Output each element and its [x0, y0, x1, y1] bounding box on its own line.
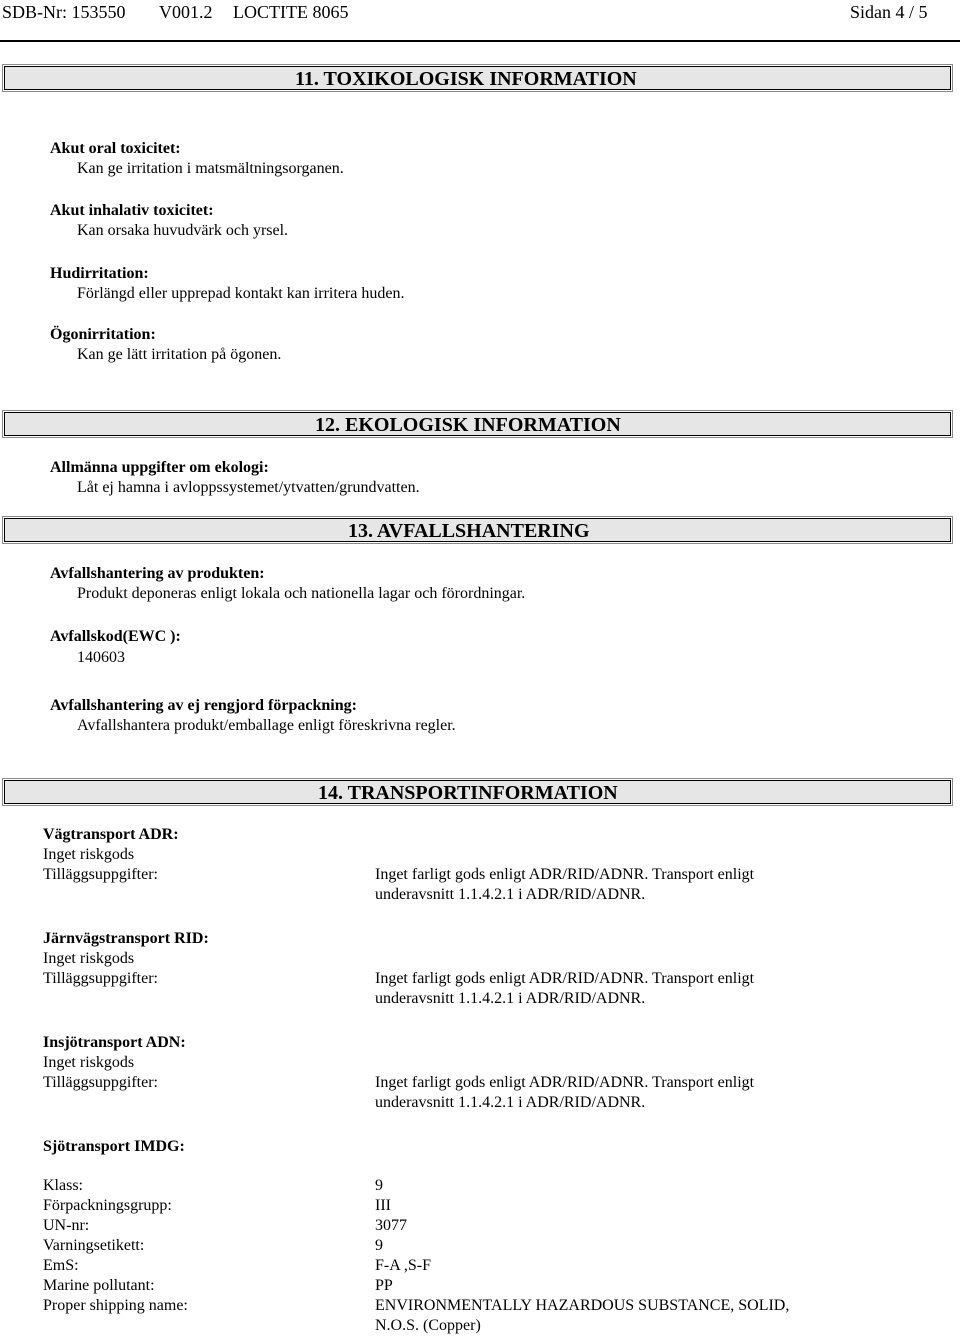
transport-status: Inget riskgods [43, 950, 135, 967]
item-label: Ögonirritation: [50, 326, 156, 343]
transport-extra-label: Tilläggsuppgifter: [43, 970, 158, 987]
doc-version: V001.2 [159, 2, 213, 22]
imdg-value: III [375, 1197, 391, 1214]
item-label: Akut oral toxicitet: [50, 140, 181, 157]
item-text: Förlängd eller upprepad kontakt kan irritera huden. [77, 285, 405, 302]
transport-mode-label: Sjötransport IMDG: [43, 1138, 185, 1155]
item-text: Produkt deponeras enligt lokala och nationella lagar och förordningar. [77, 585, 526, 602]
imdg-value: PP [375, 1277, 393, 1294]
item-label: Allmänna uppgifter om ekologi: [50, 459, 269, 476]
item-label: Avfallskod(EWC ): [50, 628, 181, 645]
item-text: Avfallshantera produkt/emballage enligt föreskrivna regler. [77, 717, 456, 734]
item-label: Avfallshantering av produkten: [50, 565, 265, 582]
item-label: Hudirritation: [50, 265, 149, 282]
imdg-value: 3077 [375, 1217, 407, 1234]
imdg-value: ENVIRONMENTALLY HAZARDOUS SUBSTANCE, SOLID, [375, 1297, 790, 1314]
item-text: 140603 [77, 649, 125, 666]
item-text: Kan ge lätt irritation på ögonen. [77, 346, 282, 363]
imdg-value: F-A ,S-F [375, 1257, 432, 1274]
transport-extra-label: Tilläggsuppgifter: [43, 866, 158, 883]
transport-mode-label: Insjötransport ADN: [43, 1034, 186, 1051]
section-13-title: 13. AVFALLSHANTERING [348, 520, 590, 542]
product-name: LOCTITE 8065 [233, 2, 349, 22]
imdg-key: EmS: [43, 1257, 79, 1274]
imdg-key: Klass: [43, 1177, 83, 1194]
imdg-key: Marine pollutant: [43, 1277, 155, 1294]
transport-extra-text: underavsnitt 1.1.4.2.1 i ADR/RID/ADNR. [375, 886, 646, 903]
imdg-value: 9 [375, 1237, 383, 1254]
imdg-key: UN-nr: [43, 1217, 90, 1234]
doc-id: SDB-Nr: 153550 [2, 2, 126, 22]
header-divider [0, 40, 960, 42]
transport-extra-text: Inget farligt gods enligt ADR/RID/ADNR. Transport enligt [375, 866, 755, 883]
imdg-key: Proper shipping name: [43, 1297, 188, 1314]
imdg-key: Förpackningsgrupp: [43, 1197, 172, 1214]
transport-extra-text: Inget farligt gods enligt ADR/RID/ADNR. Transport enligt [375, 1074, 755, 1091]
imdg-key: Varningsetikett: [43, 1237, 145, 1254]
imdg-value: N.O.S. (Copper) [375, 1317, 481, 1334]
transport-status: Inget riskgods [43, 846, 135, 863]
section-11-title: 11. TOXIKOLOGISK INFORMATION [295, 68, 637, 90]
section-12-title: 12. EKOLOGISK INFORMATION [315, 414, 621, 436]
imdg-value: 9 [375, 1177, 383, 1194]
transport-status: Inget riskgods [43, 1054, 135, 1071]
page-number: Sidan 4 / 5 [850, 2, 928, 22]
item-text: Låt ej hamna i avloppssystemet/ytvatten/grundvatten. [77, 479, 420, 496]
transport-extra-text: underavsnitt 1.1.4.2.1 i ADR/RID/ADNR. [375, 990, 646, 1007]
item-label: Avfallshantering av ej rengjord förpackning: [50, 697, 357, 714]
transport-mode-label: Vägtransport ADR: [43, 826, 179, 843]
transport-extra-text: Inget farligt gods enligt ADR/RID/ADNR. Transport enligt [375, 970, 755, 987]
item-text: Kan ge irritation i matsmältningsorganen. [77, 160, 344, 177]
transport-extra-text: underavsnitt 1.1.4.2.1 i ADR/RID/ADNR. [375, 1094, 646, 1111]
item-text: Kan orsaka huvudvärk och yrsel. [77, 222, 289, 239]
section-14-title: 14. TRANSPORTINFORMATION [318, 782, 618, 804]
transport-extra-label: Tilläggsuppgifter: [43, 1074, 158, 1091]
transport-mode-label: Järnvägstransport RID: [43, 930, 209, 947]
item-label: Akut inhalativ toxicitet: [50, 202, 214, 219]
